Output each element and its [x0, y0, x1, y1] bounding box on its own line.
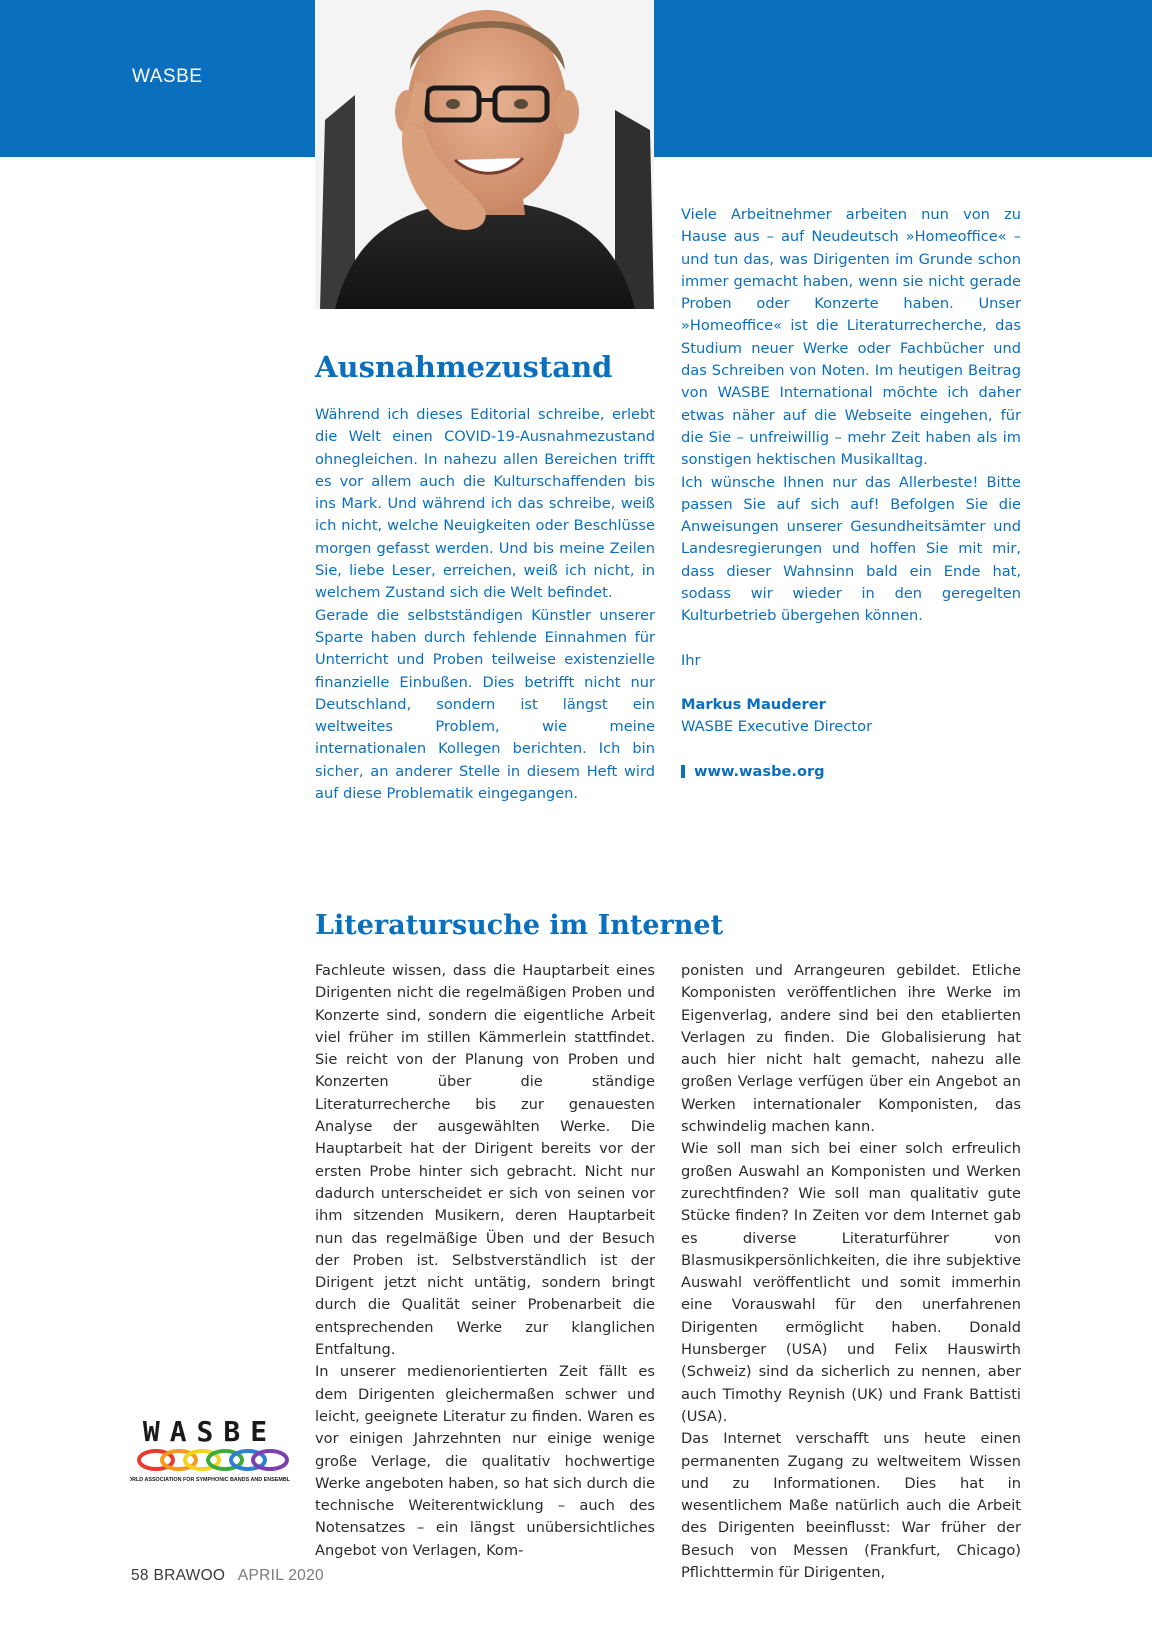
article2-right-column: [681, 960, 1021, 1584]
website-link-row[interactable]: [681, 761, 1021, 783]
section-label: WASBE: [132, 66, 203, 87]
page-footer: [131, 1567, 324, 1585]
wasbe-logo: [130, 1415, 290, 1487]
issue-date: APRIL 2020: [237, 1567, 324, 1584]
article2-title: Literatursuche im Internet: [315, 910, 724, 941]
author-portrait: [315, 0, 654, 309]
website-link[interactable]: www.wasbe.org: [694, 762, 825, 780]
signature-title: WASBE Executive Director: [681, 718, 873, 736]
article1-right-paragraph: Ich wünsche Ihnen nur das Allerbeste! Bitte passen Sie auf sich auf! Befolgen Sie die Anweisungen unserer Gesundheitsämter und Landesregierungen und hoffen Sie mit mir, dass dieser Wahnsinn bald ein Ende hat, sodass wir wieder in den geregelten Kulturbetrieb übergehen können.: [681, 473, 1021, 625]
closing: Ihr: [681, 651, 701, 669]
signature-name: Markus Mauderer: [681, 695, 826, 713]
article1-left-paragraph: Während ich dieses Editorial schreibe, erlebt die Welt einen COVID-19-Ausnahmezustand ohnegleichen. In nahezu allen Bereichen trifft es vor allem auch die Kulturschaffenden bis ins Mark. Und während ich das schreibe, weiß ich nicht, welche Neuigkeiten oder Beschlüsse morgen gefasst werden. Und bis meine Zeilen Sie, liebe Leser, erreichen, weiß ich nicht, in welchem Zustand sich die Welt befindet.: [315, 406, 655, 602]
article1-right-column: [681, 204, 1021, 783]
article2-right-paragraph: ponisten und Arrangeuren gebildet. Etliche Komponisten veröffentlichen ihre Werke im Eigenverlag, andere sind bei den etablierten Verlagen zu finden. Die Globalisierung hat auch hier nicht halt gemacht, nahezu alle großen Verlage verfügen über ein Angebot an Werken internationaler Komponisten, das schwindelig machen kann.: [681, 962, 1021, 1136]
article1-title: Ausnahmezustand: [315, 350, 613, 384]
logo-wordmark: WASBE: [142, 1415, 278, 1448]
article2-left-column: [315, 960, 655, 1562]
article1-right-paragraph: Viele Arbeitnehmer arbeiten nun von zu Hause aus – auf Neudeutsch »Homeoffice« – und tun das, was Dirigenten im Grunde schon immer gemacht haben, wenn sie nicht gerade Proben oder Konzerte haben. Unser »Homeoffice« ist die Literaturrecherche, das Studium neuer Werke oder Fachbücher und das Schreiben von Noten. Im heutigen Beitrag von WASBE International möchte ich daher etwas näher auf die Webseite eingehen, für die Sie – unfreiwillig – mehr Zeit haben als im sonstigen hektischen Musikalltag.: [681, 206, 1021, 469]
article1-left-paragraph: Gerade die selbstständigen Künstler unserer Sparte haben durch fehlende Einnahmen für Unterricht und Proben teilweise existenzielle finanzielle Einbußen. Dies betrifft nicht nur Deutschland, sondern ist längst ein weltweites Problem, wie meine internationalen Kollegen berichten. Ich bin sicher, an anderer Stelle in diesem Heft wird auf diese Problematik eingegangen.: [315, 606, 655, 803]
article1-left-column: [315, 404, 655, 805]
magazine-name: BRAWOO: [153, 1567, 226, 1584]
page-number: 58: [131, 1567, 149, 1584]
link-marker-icon: [681, 765, 685, 778]
logo-subtitle: WORLD ASSOCIATION FOR SYMPHONIC BANDS AND ENSEMBLES: [130, 1477, 290, 1483]
article2-left-paragraph: Fachleute wissen, dass die Hauptarbeit eines Dirigenten nicht die regelmäßigen Proben und Konzerte sind, sondern die eigentliche Arbeit viel früher im stillen Kämmerlein stattfindet. Sie reicht von der Planung von Proben und Konzerten über die ständige Literaturrecherche bis zur genauesten Analyse der ausgewählten Werke. Die Hauptarbeit hat der Dirigent bereits vor der ersten Probe hinter sich gebracht. Nicht nur dadurch unterscheidet er sich von seinen vor ihm sitzenden Musikern, deren Hauptarbeit nun das regelmäßige Üben und der Besuch der Proben ist. Selbstverständlich ist der Dirigent jetzt nicht untätig, sondern bringt durch die Qualität seiner Probenarbeit die entsprechenden Werke zur klanglichen Entfaltung.: [315, 962, 655, 1359]
article2-right-paragraph: Das Internet verschafft uns heute einen permanenten Zugang zu weltweitem Wissen und zu Informationen. Dies hat in wesentlichem Maße natürlich auch die Arbeit des Dirigenten beeinflusst: War früher der Besuch von Messen (Frankfurt, Chicago) Pflichttermin für Dirigenten,: [681, 1430, 1021, 1582]
header-band-right: [654, 0, 1152, 157]
article2-right-paragraph: Wie soll man sich bei einer solch erfreulich großen Auswahl an Komponisten und Werken zurechtfinden? Wie soll man qualitativ gute Stücke finden? In Zeiten vor dem Internet gab es diverse Literaturführer von Blasmusikpersönlichkeiten, die ihre subjektive Auswahl veröffentlicht und somit immerhin eine Vorauswahl für den unerfahrenen Dirigenten ermöglicht haben. Donald Hunsberger (USA) und Felix Hauswirth (Schweiz) sind da sicherlich zu nennen, aber auch Timothy Reynish (UK) und Frank Battisti (USA).: [681, 1140, 1021, 1425]
article2-left-paragraph: In unserer medienorientierten Zeit fällt es dem Dirigenten gleichermaßen schwer und leicht, geeignete Literatur zu finden. Waren es vor einigen Jahrzehnten nur einige wenige große Verlage, die qualitativ hochwertige Werke angeboten haben, so hat sich durch die technische Weiterentwicklung – auch des Notensatzes – ein längst unübersichtliches Angebot von Verlagen, Kom-: [315, 1363, 655, 1559]
